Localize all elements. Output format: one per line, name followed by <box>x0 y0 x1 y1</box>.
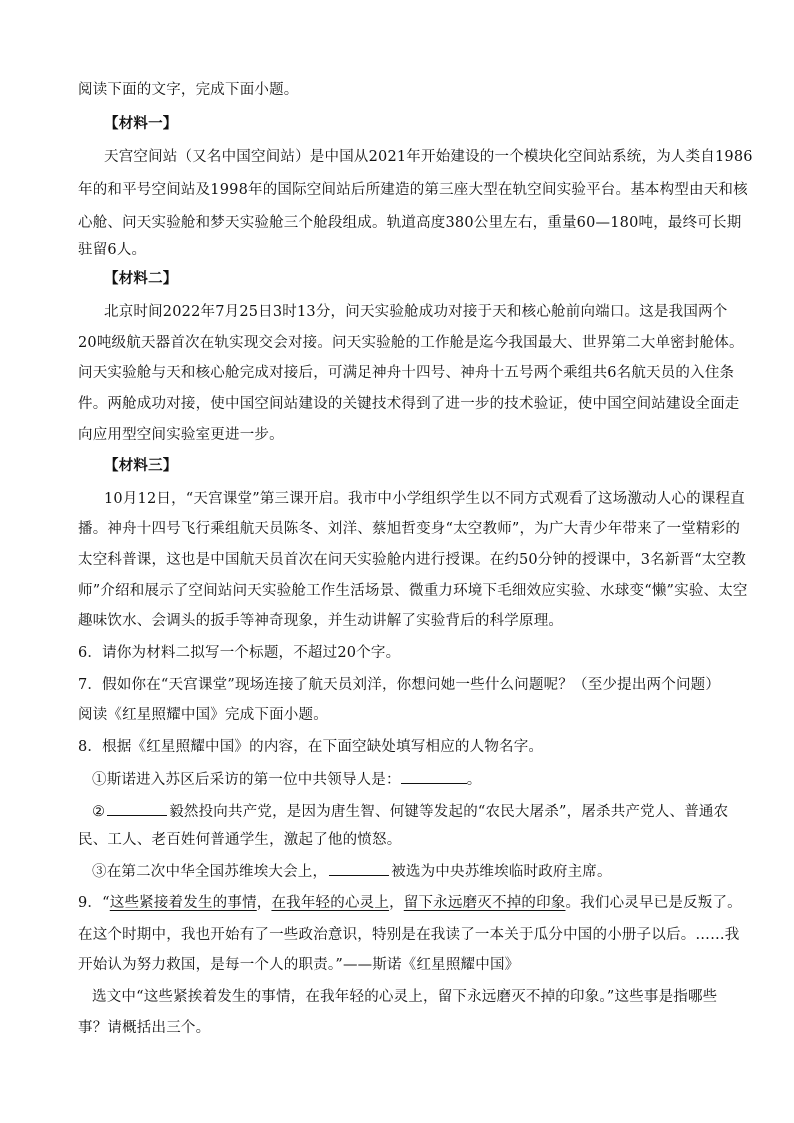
material-three-text: 师”介绍和展示了空间站问天实验舱工作生活场景、微重力环境下毛细效应实验、水球变“懒”实验、太空 <box>78 583 748 599</box>
q8-item-2-marker: ② <box>92 804 106 820</box>
material-one-text: 心舱、问天实验舱和梦天实验舱三个舱段组成。轨道高度380公里左右，重量60—180吨，最终可长期 <box>78 215 742 231</box>
material-three-text: 太空科普课，这也是中国航天员首次在问天实验舱内进行授课。在约50分钟的授课中，3名新晋“太空教 <box>78 552 746 568</box>
reading-instruction-2: 阅读《红星照耀中国》完成下面小题。 <box>78 707 328 723</box>
q9-number: 9．“ <box>78 895 110 911</box>
question-9-ask: 选文中“这些紧挨着发生的事情，在我年轻的心灵上，留下永远磨灭不掉的印象。”这些事是指哪些 <box>92 989 718 1005</box>
question-8-stem: 8．根据《红星照耀中国》的内容，在下面空缺处填写相应的人物名字。 <box>78 739 544 755</box>
material-two-text: 20吨级航天器首次在轨实现交会对接。问天实验舱的工作舱是迄今我国最大、世界第二大单密封舱体。 <box>78 335 744 351</box>
underlined-phrase-1: 这些紧接着发生的事情 <box>109 895 257 911</box>
answer-blank-1[interactable] <box>401 769 467 784</box>
q8-item-1-end: 。 <box>466 772 482 788</box>
material-two-text: 北京时间2022年7月25日3时13分，问天实验舱成功对接于天和核心舱前向端口。这是我国两个 <box>104 304 728 320</box>
material-three-text: 10月12日，“天宫课堂”第三课开启。我市中小学组织学生以不同方式观看了这场激动人心的课程直 <box>104 491 745 507</box>
question-9-text: 在这个时期中，我也开始有了一些政治意识，特别是在我读了一本关于瓜分中国的小册子以后。……我 <box>78 927 740 943</box>
question-9-text: 开始认为努力救国，是每一个人的职责。”——斯诺《红星照耀中国》 <box>78 957 520 973</box>
question-8-item-2-cont: 民、工人、老百姓何普通学生，激起了他的愤怒。 <box>78 832 402 848</box>
question-9-ask: 事？请概括出三个。 <box>78 1020 211 1036</box>
material-three-heading: 【材料三】 <box>104 457 178 474</box>
material-two-text: 向应用型空间实验室更进一步。 <box>78 427 284 443</box>
material-one-text: 天宫空间站（又名中国空间站）是中国从2021年开始建设的一个模块化空间站系统，为人类自1986 <box>104 149 753 165</box>
q9-quote-rest: 。我们心灵早已是反叛了。 <box>565 895 742 911</box>
material-three-text: 播。神舟十四号飞行乘组航天员陈冬、刘洋、蔡旭哲变身“太空教师”，为广大青少年带来了一堂精彩的 <box>78 521 741 537</box>
question-6: 6．请你为材料二拟写一个标题，不超过20个字。 <box>78 645 401 661</box>
material-two-text: 问天实验舱与天和核心舱完成对接后，可满足神舟十四号、神舟十五号两个乘组共6名航天员的入住条 <box>78 365 735 381</box>
material-one-heading: 【材料一】 <box>104 115 178 132</box>
reading-instruction: 阅读下面的文字，完成下面小题。 <box>78 82 299 98</box>
q8-item-1-text: ①斯诺进入苏区后采访的第一位中共领导人是： <box>92 772 401 788</box>
material-two-heading: 【材料二】 <box>104 270 178 287</box>
answer-blank-3[interactable] <box>329 861 389 876</box>
material-three-text: 趣味饮水、会调头的扳手等神奇现象，并生动讲解了实验背后的科学原理。 <box>78 613 564 629</box>
question-7: 7．假如你在“天宫课堂”现场连接了航天员刘洋，你想问她一些什么问题呢？（至少提出两个问题） <box>78 677 721 693</box>
question-8-item-3 <box>92 861 612 882</box>
q9-comma-2: ， <box>389 895 404 911</box>
question-8-item-2 <box>92 801 728 822</box>
material-one-text: 年的和平号空间站及1998年的国际空间站后所建造的第三座大型在轨空间实验平台。基本构型由天和核 <box>78 182 748 198</box>
material-two-text: 件。两舱成功对接，使中国空间站建设的关键技术得到了进一步的技术验证，使中国空间站建设全面走 <box>78 396 740 412</box>
underlined-phrase-3: 留下永远磨灭不掉的印象 <box>403 895 566 911</box>
q9-comma-1: ， <box>256 895 272 911</box>
q8-item-2-text: 毅然投向共产党，是因为唐生智、何键等发起的“农民大屠杀”，屠杀共产党人、普通农 <box>169 804 729 820</box>
question-9-quote <box>78 893 742 913</box>
answer-blank-2[interactable] <box>107 801 167 816</box>
underlined-phrase-2: 在我年轻的心灵上 <box>271 895 390 911</box>
question-8-item-1 <box>92 769 481 790</box>
q8-item-3-end: 被选为中央苏维埃临时政府主席。 <box>391 864 612 880</box>
q8-item-3-text: ③在第二次中华全国苏维埃大会上， <box>92 864 328 880</box>
material-one-text: 驻留6人。 <box>78 242 147 258</box>
